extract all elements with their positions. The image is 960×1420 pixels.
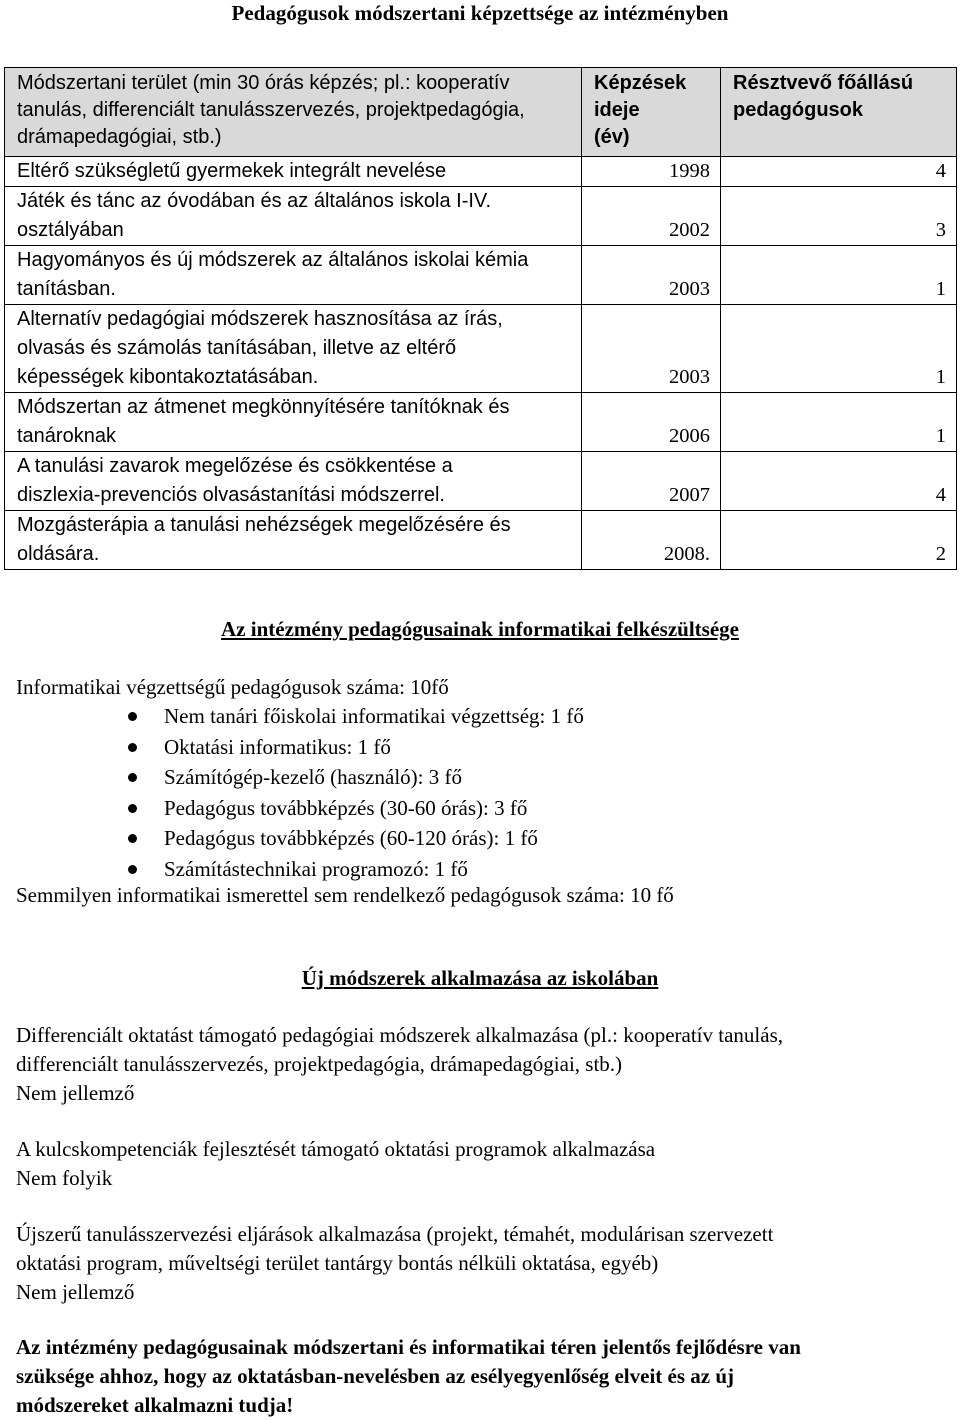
header-year-line: ideje: [594, 99, 640, 121]
table-row: [5, 246, 957, 305]
list-item-text: Számítógép-kezelő (használó): 3 fő: [164, 765, 462, 789]
row-area-line: olvasás és számolás tanításában, illetve az eltérő: [17, 337, 457, 359]
paragraph-answer: Nem jellemző: [16, 1280, 135, 1304]
row-year: 2006: [582, 393, 721, 452]
header-area-line: drámapedagógiai, stb.): [17, 126, 222, 148]
paragraph-line: differenciált tanulásszervezés, projektpedagógia, drámapedagógiai, stb.): [16, 1052, 623, 1076]
paragraph-line: oktatási program, műveltségi terület tantárgy bontás nélküli oktatása, egyéb): [16, 1251, 659, 1275]
paragraph-line: Az intézmény pedagógusainak módszertani és informatikai téren jelentős fejlődésre van: [16, 1335, 801, 1359]
list-item: [122, 701, 584, 732]
row-area-line: Módszertan az átmenet megkönnyítésére tanítóknak és: [17, 396, 510, 418]
table-row: [5, 511, 957, 570]
row-area-line: osztályában: [17, 219, 124, 241]
paragraph-answer: Nem folyik: [16, 1166, 113, 1190]
row-area-line: Hagyományos és új módszerek az általános iskolai kémia: [17, 249, 529, 271]
row-area: [5, 246, 582, 305]
list-item-text: Számítástechnikai programozó: 1 fő: [164, 856, 468, 881]
list-item: [122, 854, 584, 885]
row-area: [5, 393, 582, 452]
closing-statement: [16, 1333, 946, 1420]
row-area-line: Eltérő szükségletű gyermekek integrált nevelése: [17, 160, 447, 182]
list-item-text: Nem tanári főiskolai informatikai végzettség: 1 fő: [164, 704, 584, 728]
header-participants: [721, 68, 957, 157]
row-area-line: tanításban.: [17, 278, 116, 300]
bullet-icon: [128, 743, 137, 752]
header-year-line: (év): [594, 126, 630, 148]
row-count: 2: [721, 511, 957, 570]
list-item-text: Pedagógus továbbképzés (30-60 órás): 3 fő: [164, 795, 528, 820]
row-area-line: diszlexia-prevenciós olvasástanítási módszerrel.: [17, 484, 445, 506]
row-area: [5, 187, 582, 246]
table-header-row: [5, 68, 957, 157]
row-area-line: Alternatív pedagógiai módszerek hasznosítása az írás,: [17, 308, 503, 330]
differentiated-teaching-paragraph: [16, 1021, 946, 1108]
row-area-line: képességek kibontakoztatásában.: [17, 366, 319, 388]
row-count: 4: [721, 157, 957, 187]
it-intro: Informatikai végzettségű pedagógusok száma: 10fő: [16, 675, 449, 699]
page-title: Pedagógusok módszertani képzettsége az intézményben: [231, 1, 729, 25]
row-area-line: Mozgásterápia a tanulási nehézségek megelőzésére és: [17, 514, 511, 536]
paragraph-line: Újszerű tanulásszervezési eljárások alkalmazása (projekt, témahét, modulárisan szervezett: [16, 1222, 774, 1246]
row-count: 1: [721, 305, 957, 393]
header-year: [582, 68, 721, 157]
header-participants-line: Résztvevő főállású: [733, 72, 914, 94]
new-learning-organisation-paragraph: [16, 1220, 946, 1307]
row-year: 2003: [582, 246, 721, 305]
list-item: [122, 793, 584, 824]
bullet-icon: [128, 804, 137, 813]
it-bullet-list: [122, 701, 584, 884]
row-area-line: oldására.: [17, 543, 100, 565]
list-item: [122, 762, 584, 793]
key-competencies-paragraph: [16, 1135, 946, 1193]
paragraph-line: Differenciált oktatást támogató pedagógiai módszerek alkalmazása (pl.: kooperatív tanulás,: [16, 1023, 783, 1047]
row-count: 1: [721, 393, 957, 452]
row-year: 2008.: [582, 511, 721, 570]
row-count: 4: [721, 452, 957, 511]
list-item-text: Pedagógus továbbképzés (60-120 órás): 1 fő: [164, 826, 538, 850]
it-section-title: Az intézmény pedagógusainak informatikai felkészültsége: [221, 617, 739, 641]
row-year: 2002: [582, 187, 721, 246]
row-area: [5, 157, 582, 187]
row-count: 1: [721, 246, 957, 305]
list-item: [122, 823, 584, 854]
bullet-icon: [128, 712, 137, 721]
row-count: 3: [721, 187, 957, 246]
row-year: 1998: [582, 157, 721, 187]
row-area: [5, 511, 582, 570]
paragraph-line: módszereket alkalmazni tudja!: [16, 1393, 294, 1417]
table-row: [5, 452, 957, 511]
row-area-line: A tanulási zavarok megelőzése és csökkentése a: [17, 455, 453, 477]
header-year-line: Képzések: [594, 72, 687, 94]
new-methods-title: Új módszerek alkalmazása az iskolában: [301, 966, 659, 990]
header-area-line: Módszertani terület (min 30 órás képzés; pl.: kooperatív: [17, 72, 510, 94]
paragraph-line: A kulcskompetenciák fejlesztését támogató oktatási programok alkalmazása: [16, 1137, 656, 1161]
list-item: [122, 732, 584, 763]
header-area: [5, 68, 582, 157]
paragraph-answer: Nem jellemző: [16, 1081, 135, 1105]
table-body: [5, 157, 957, 570]
row-year: 2003: [582, 305, 721, 393]
header-participants-line: pedagógusok: [733, 99, 864, 121]
list-item-text: Oktatási informatikus: 1 fő: [164, 734, 391, 759]
methods-table: [4, 67, 957, 570]
table-row: [5, 187, 957, 246]
bullet-icon: [128, 865, 137, 874]
row-area: [5, 305, 582, 393]
bullet-icon: [128, 773, 137, 782]
table-row: [5, 393, 957, 452]
row-area: [5, 452, 582, 511]
row-area-line: Játék és tánc az óvodában és az általános iskola I-IV.: [17, 190, 491, 212]
table-row: [5, 305, 957, 393]
row-year: 2007: [582, 452, 721, 511]
row-area-line: tanároknak: [17, 425, 116, 447]
paragraph-line: szüksége ahhoz, hogy az oktatásban-nevelésben az esélyegyenlőség elveit és az új: [16, 1364, 735, 1388]
table-row: [5, 157, 957, 187]
it-outro: Semmilyen informatikai ismerettel sem rendelkező pedagógusok száma: 10 fő: [16, 883, 674, 907]
bullet-icon: [128, 834, 137, 843]
header-area-line: tanulás, differenciált tanulásszervezés, projektpedagógia,: [17, 99, 525, 121]
